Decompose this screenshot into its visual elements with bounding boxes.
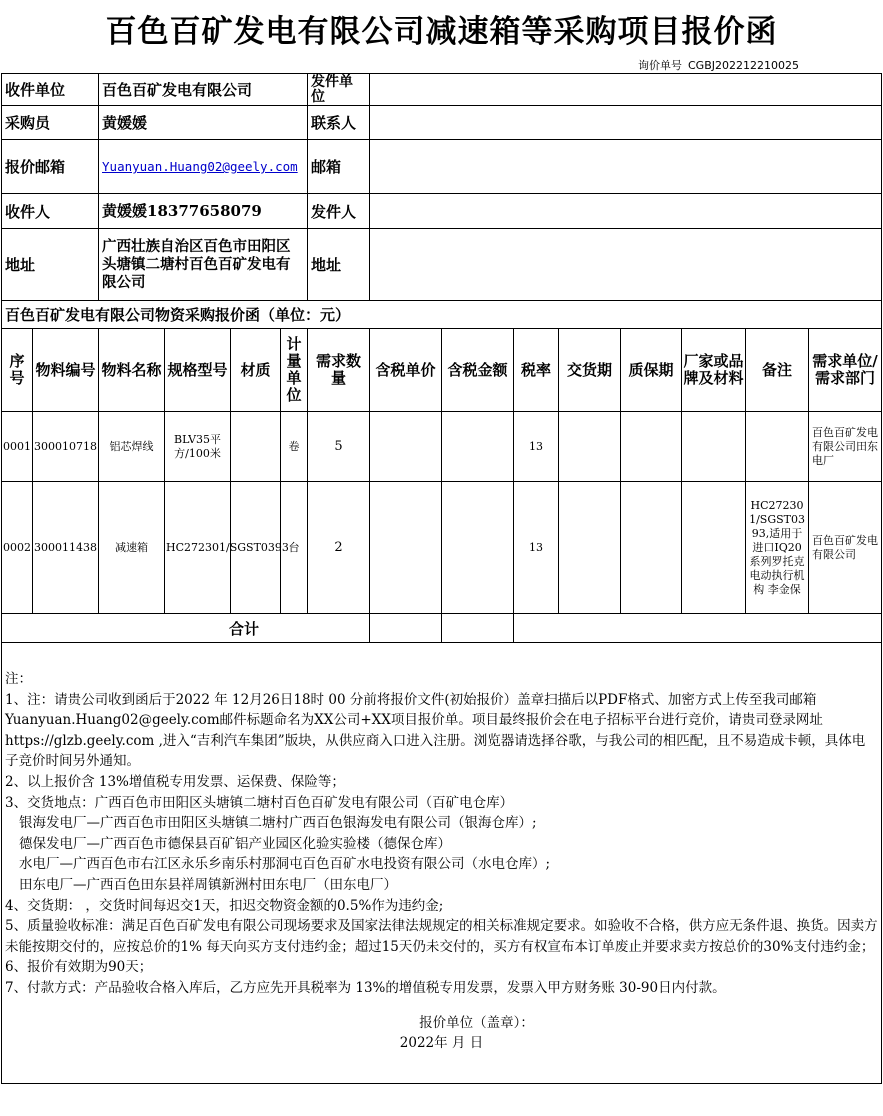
cell-unit-price[interactable] bbox=[370, 412, 442, 482]
buyer-label: 采购员 bbox=[2, 106, 99, 140]
inquiry-value: CGBJ202212210025 bbox=[688, 59, 799, 72]
col-header: 交货期 bbox=[559, 329, 621, 412]
col-header: 序号 bbox=[2, 329, 33, 412]
sign-label: 报价单位（盖章）： bbox=[419, 1014, 534, 1031]
cell-brand[interactable] bbox=[682, 482, 746, 614]
col-header: 规格型号 bbox=[165, 329, 231, 412]
note-3c: 水电厂—广西百色市右江区永乐乡南乐村那洞屯百色百矿水电投资有限公司（水电仓库）; bbox=[19, 856, 551, 873]
contact-label: 联系人 bbox=[308, 106, 370, 140]
col-header: 质保期 bbox=[621, 329, 682, 412]
col-header: 税率 bbox=[514, 329, 559, 412]
section-title: 百色百矿发电有限公司物资采购报价函（单位：元） bbox=[2, 301, 882, 329]
cell-unit: 卷 bbox=[281, 412, 308, 482]
total-amount[interactable] bbox=[442, 614, 514, 643]
cell-brand[interactable] bbox=[682, 412, 746, 482]
address2-label: 地址 bbox=[308, 229, 370, 301]
cell-remark bbox=[746, 412, 809, 482]
cell-dept: 百色百矿发电有限公司 bbox=[809, 482, 882, 614]
email-value[interactable] bbox=[370, 140, 882, 194]
cell-tax: 13 bbox=[514, 412, 559, 482]
send-unit-value[interactable] bbox=[370, 74, 882, 106]
note-6: 6、报价有效期为90天； bbox=[5, 959, 153, 976]
page-title: 百色百矿发电有限公司减速箱等采购项目报价函 bbox=[105, 14, 778, 50]
note-3a: 银海发电厂—广西百色市田阳区头塘镇二塘村广西百色银海发电有限公司（银海仓库）; bbox=[19, 815, 537, 832]
note-3d: 田东电厂—广西百色田东县祥周镇新洲村田东电厂（田东电厂） bbox=[19, 876, 397, 893]
col-header: 备注 bbox=[746, 329, 809, 412]
cell-name: 铝芯焊线 bbox=[99, 412, 165, 482]
cell-code: 300010718 bbox=[33, 412, 99, 482]
cell-qty: 2 bbox=[308, 482, 370, 614]
inquiry-number bbox=[638, 57, 799, 73]
cell-name: 减速箱 bbox=[99, 482, 165, 614]
col-header: 需求单位/需求部门 bbox=[809, 329, 882, 412]
cell-amount[interactable] bbox=[442, 412, 514, 482]
cell-tax: 13 bbox=[514, 482, 559, 614]
table-row bbox=[2, 412, 882, 482]
cell-delivery[interactable] bbox=[559, 412, 621, 482]
col-header: 计量单位 bbox=[281, 329, 308, 412]
address-value: 广西壮族自治区百色市田阳区头塘镇二塘村百色百矿发电有限公司 bbox=[99, 229, 308, 301]
cell-spec: HC272301/SGST0393 bbox=[165, 482, 231, 614]
total-row bbox=[2, 614, 882, 643]
sign-date: 2022年 月 日 bbox=[399, 1035, 484, 1052]
cell-spec: BLV35平方/100米 bbox=[165, 412, 231, 482]
recipient-label: 收件人 bbox=[2, 194, 99, 229]
recipient-value: 黄媛媛18377658079 bbox=[99, 194, 308, 229]
quote-email-label: 报价邮箱 bbox=[2, 140, 99, 194]
col-header: 物料编号 bbox=[33, 329, 99, 412]
buyer-value: 黄媛媛 bbox=[99, 106, 308, 140]
cell-remark: HC272301/SGST0393,适用于进口IQ20系列罗托克电动执行机构 李金保 bbox=[746, 482, 809, 614]
quote-form bbox=[1, 73, 882, 1084]
address-label: 地址 bbox=[2, 229, 99, 301]
cell-dept: 百色百矿发电有限公司田东电厂 bbox=[809, 412, 882, 482]
cell-code: 300011438 bbox=[33, 482, 99, 614]
table-row bbox=[2, 482, 882, 614]
col-header: 含税单价 bbox=[370, 329, 442, 412]
cell-warranty[interactable] bbox=[621, 482, 682, 614]
notes-block bbox=[2, 643, 882, 1084]
cell-unit: 台 bbox=[281, 482, 308, 614]
cell-delivery[interactable] bbox=[559, 482, 621, 614]
col-header: 厂家或品牌及材料 bbox=[682, 329, 746, 412]
note-3b: 德保发电厂—广西百色市德保县百矿铝产业园区化验实验楼（德保仓库） bbox=[19, 835, 451, 852]
col-header: 物料名称 bbox=[99, 329, 165, 412]
note-7: 7、付款方式：产品验收合格入库后，乙方应先开具税率为 13%的增值税专用发票，发票入甲方财务账 30-90日内付款。 bbox=[5, 979, 726, 996]
note-5: 5、质量验收标准：满足百色百矿发电有限公司现场要求及国家法律法规规定的相关标准规定要求。如验收不合格，供方应无条件退、换货。因卖方未能按期交付的，应按总价的1% 每天向买方支付违约金；超过15天仍未交付的，买方有权宣布本订单废止并要求卖方按总价的30%支付违约金； bbox=[5, 918, 878, 955]
cell-amount[interactable] bbox=[442, 482, 514, 614]
sender-label: 发件人 bbox=[308, 194, 370, 229]
header-row bbox=[2, 329, 882, 412]
col-header: 含税金额 bbox=[442, 329, 514, 412]
sender-value[interactable] bbox=[370, 194, 882, 229]
cell-material[interactable] bbox=[231, 412, 281, 482]
quote-email-link[interactable]: Yuanyuan.Huang02@geely.com bbox=[102, 159, 298, 174]
cell-unit-price[interactable] bbox=[370, 482, 442, 614]
total-label: 合计 bbox=[2, 614, 370, 643]
note-2: 2、以上报价含 13%增值税专用发票、运保费、保险等； bbox=[5, 773, 345, 790]
col-header: 材质 bbox=[231, 329, 281, 412]
address2-value[interactable] bbox=[370, 229, 882, 301]
recv-unit-label: 收件单位 bbox=[2, 74, 99, 106]
note-3: 3、交货地点：广西百色市田阳区头塘镇二塘村百色百矿发电有限公司（百矿电仓库） bbox=[5, 794, 514, 811]
cell-qty: 5 bbox=[308, 412, 370, 482]
note-4: 4、交货期： ，交货时间每迟交1天，扣迟交物资金额的0.5%作为违约金; bbox=[5, 897, 444, 914]
cell-seq: 0001 bbox=[2, 412, 33, 482]
note-1: 1、注：请贵公司收到函后于2022 年 12月26日18时 00 分前将报价文件(初始报价）盖章扫描后以PDF格式、加密方式上传至我司邮箱Yuanyuan.Huang02@geely.com邮件标题命名为XX公司+XX项目报价单。项目最终报价会在电子招标平台进行竞价，请贵司登录网址https://glzb.geely.com ,进入“吉利汽车集团”版块，从供应商入口进入注册。浏览器请选择谷歌，与我公司的相匹配，且不易造成卡顿，具体电子竞价时间另外通知。 bbox=[5, 691, 866, 770]
contact-value[interactable] bbox=[370, 106, 882, 140]
col-header: 需求数量 bbox=[308, 329, 370, 412]
notes-head: 注： bbox=[5, 671, 32, 687]
total-unit-price[interactable] bbox=[370, 614, 442, 643]
recv-unit-value: 百色百矿发电有限公司 bbox=[99, 74, 308, 106]
inquiry-label: 询价单号 bbox=[638, 59, 682, 72]
email-label: 邮箱 bbox=[308, 140, 370, 194]
cell-warranty[interactable] bbox=[621, 412, 682, 482]
cell-seq: 0002 bbox=[2, 482, 33, 614]
send-unit-label: 发件单位 bbox=[308, 74, 370, 106]
